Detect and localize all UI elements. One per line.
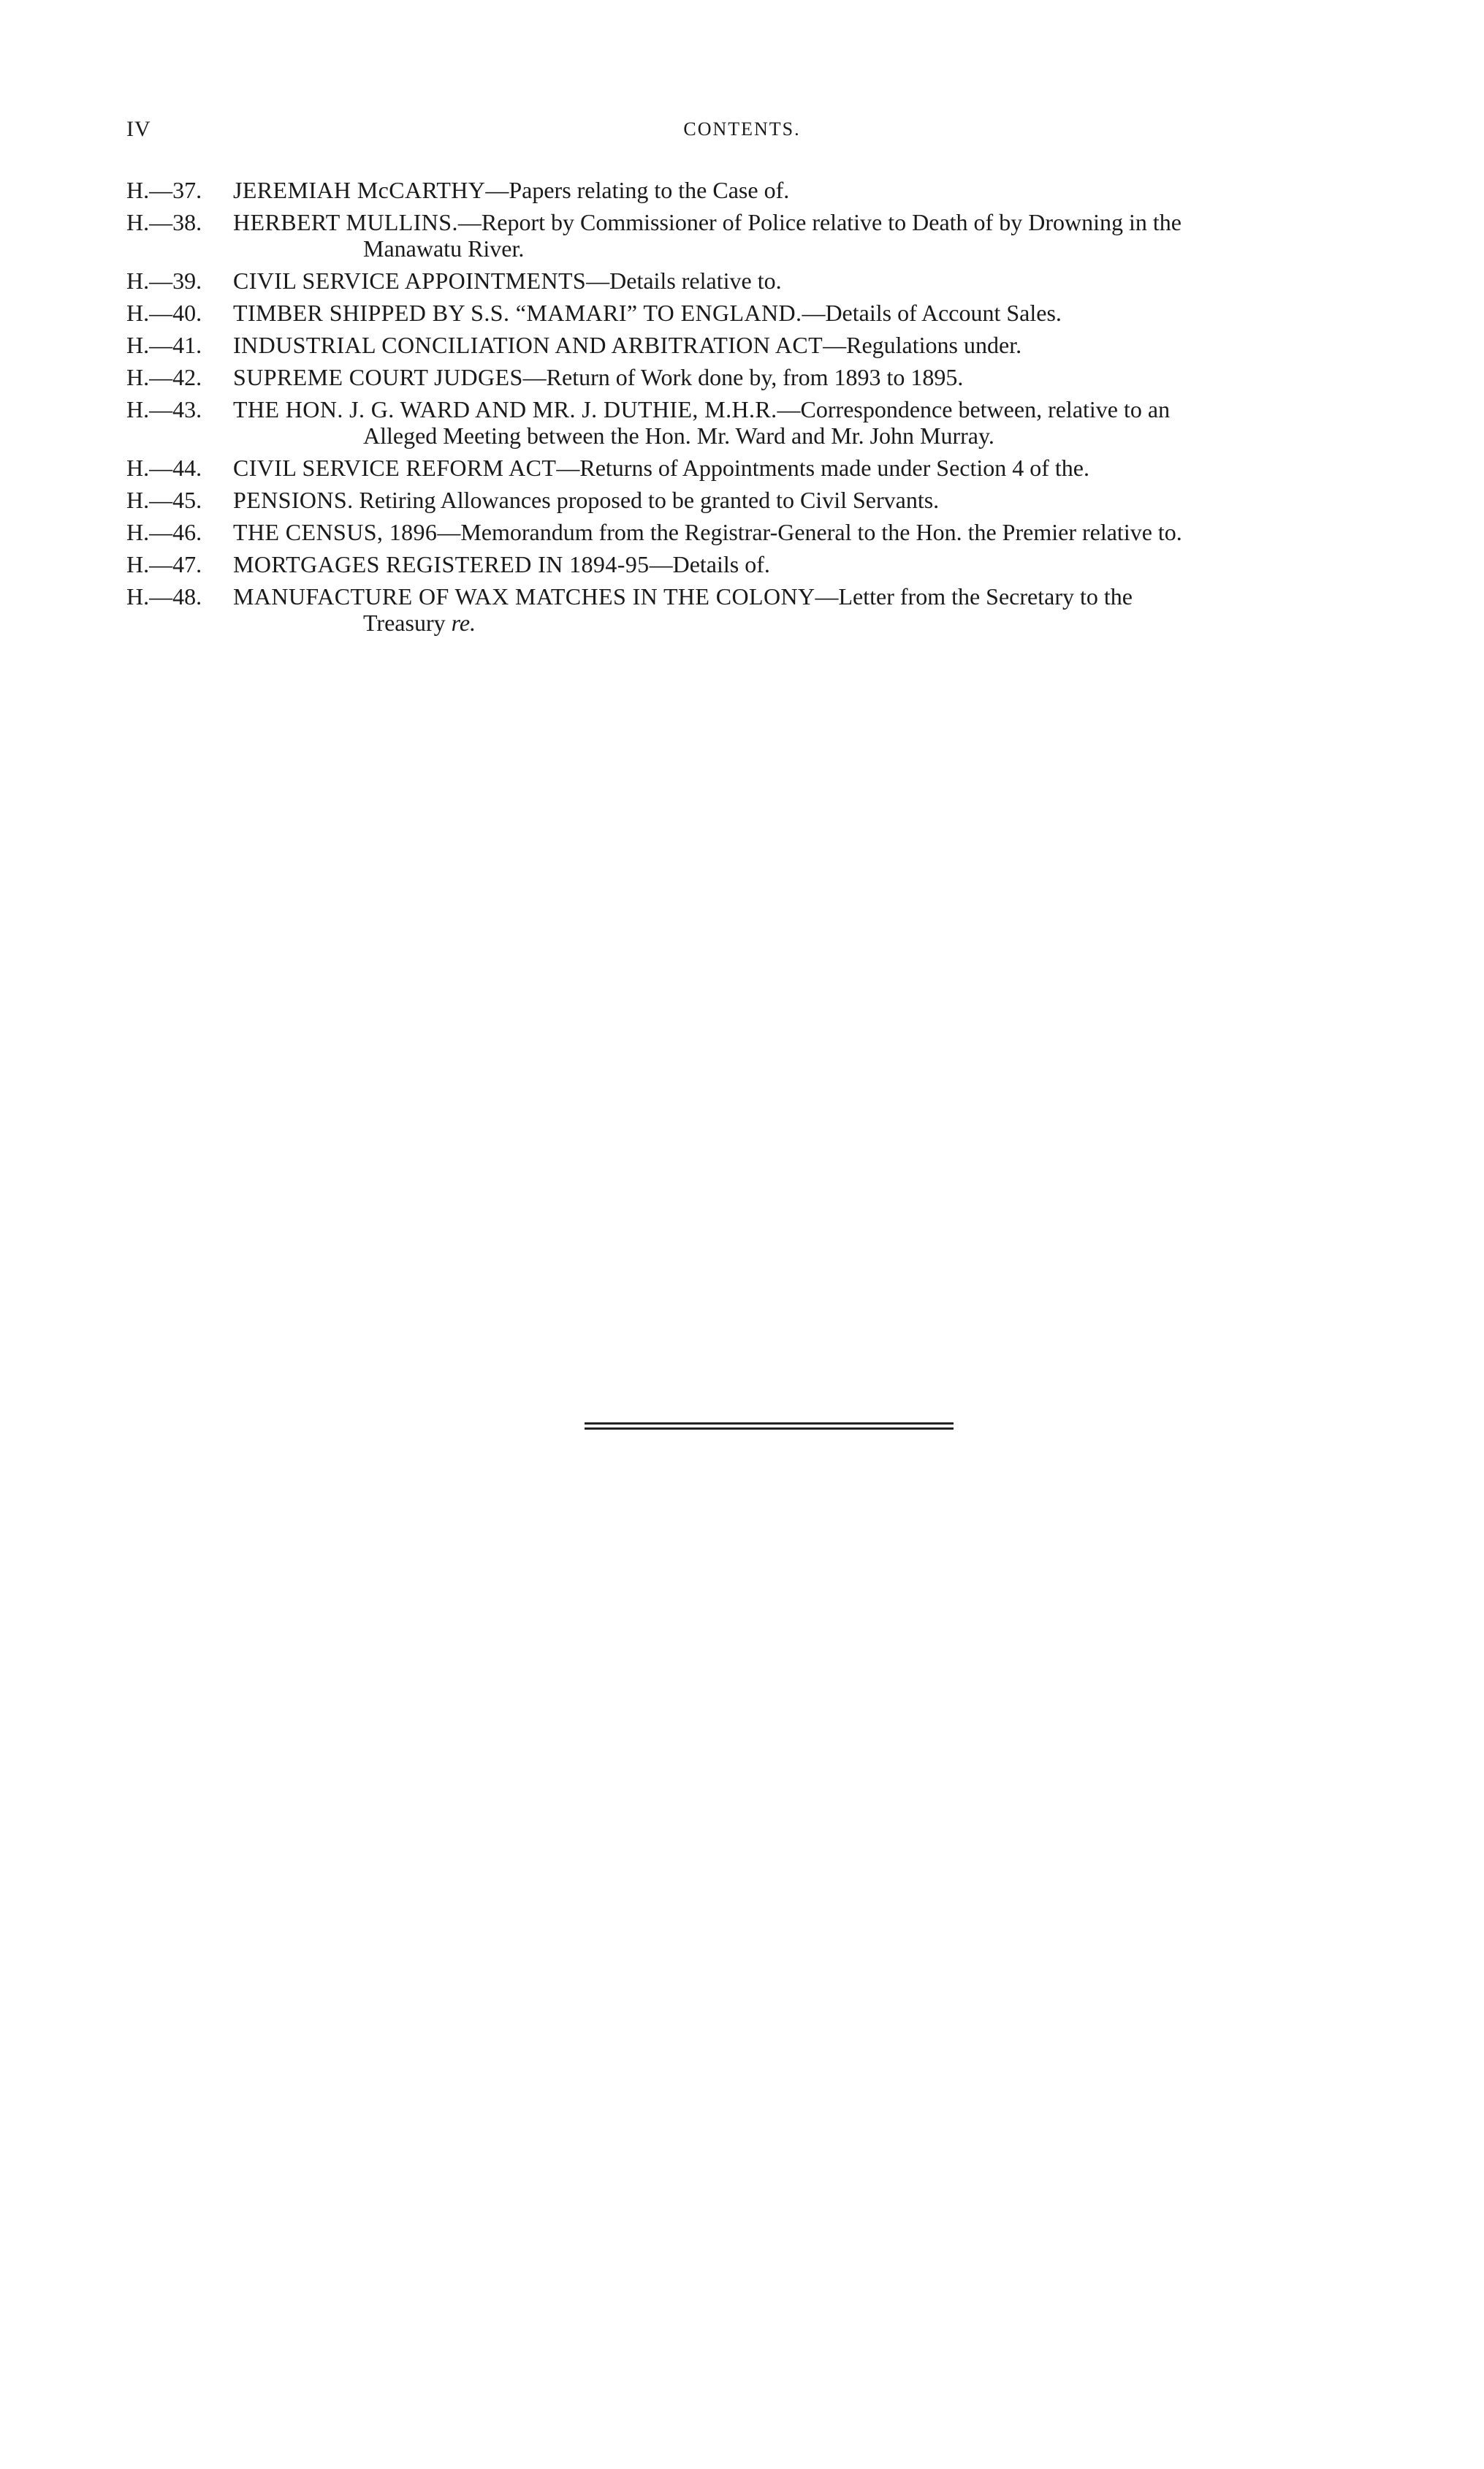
entry-number: H.—38.: [126, 209, 202, 235]
entry-description: —Details of Account Sales.: [802, 300, 1062, 326]
entry-description: —Details of.: [649, 551, 770, 577]
list-item: [126, 209, 1401, 262]
entry-number: H.—45.: [126, 487, 202, 513]
entry-subject: SUPREME COURT JUDGES: [233, 364, 523, 390]
entry-description: —Correspondence between, relative to an: [777, 396, 1171, 422]
entry-description: —Returns of Appointments made under Section 4 of the.: [556, 455, 1089, 481]
entry-continuation: Manawatu River.: [363, 235, 525, 262]
entry-number: H.—46.: [126, 519, 202, 545]
list-item: [126, 177, 1401, 203]
list-item: [126, 519, 1401, 545]
entry-description: —Memorandum from the Registrar-General to the Hon. the Premier relative to.: [437, 519, 1182, 545]
entry-description: —Return of Work done by, from 1893 to 1895.: [522, 364, 964, 390]
entry-subject: THE CENSUS, 1896: [233, 519, 438, 545]
entry-subject: HERBERT MULLINS.: [233, 209, 458, 235]
entry-number: H.—43.: [126, 396, 202, 422]
list-item: [126, 551, 1401, 577]
list-item: [126, 583, 1401, 636]
entry-number: H.—48.: [126, 583, 202, 610]
entry-description: —Letter from the Secretary to the: [815, 583, 1133, 610]
list-item: [126, 364, 1401, 390]
page-number: IV: [126, 117, 151, 141]
entry-number: H.—37.: [126, 177, 202, 203]
entry-continuation-italic: re.: [451, 610, 476, 636]
entry-number: H.—41.: [126, 332, 202, 358]
entry-description: —Papers relating to the Case of.: [485, 177, 790, 203]
list-item: [126, 300, 1401, 326]
entry-subject: MORTGAGES REGISTERED IN 1894-95: [233, 551, 650, 577]
section-divider: [585, 1422, 954, 1430]
entry-number: H.—40.: [126, 300, 202, 326]
entry-number: H.—42.: [126, 364, 202, 390]
entry-subject: THE HON. J. G. WARD AND MR. J. DUTHIE, M.H.R.: [233, 396, 777, 422]
contents-list: [126, 177, 1401, 642]
entry-continuation: Treasury: [363, 610, 446, 636]
entry-subject: PENSIONS.: [233, 487, 354, 513]
entry-subject: TIMBER SHIPPED BY S.S. “MAMARI” TO ENGLAND.: [233, 300, 802, 326]
entry-description: —Details relative to.: [586, 268, 782, 294]
list-item: [126, 396, 1401, 449]
entry-subject: CIVIL SERVICE APPOINTMENTS: [233, 268, 587, 294]
list-item: [126, 455, 1401, 481]
entry-subject: INDUSTRIAL CONCILIATION AND ARBITRATION ACT: [233, 332, 823, 358]
entry-subject: CIVIL SERVICE REFORM ACT: [233, 455, 557, 481]
entry-number: H.—47.: [126, 551, 202, 577]
list-item: [126, 268, 1401, 294]
entry-subject: MANUFACTURE OF WAX MATCHES IN THE COLONY: [233, 583, 815, 610]
page-title: CONTENTS.: [683, 118, 801, 140]
entry-continuation: Alleged Meeting between the Hon. Mr. Ward and Mr. John Murray.: [363, 422, 994, 449]
entry-description: Retiring Allowances proposed to be granted to Civil Servants.: [353, 487, 940, 513]
entry-number: H.—39.: [126, 268, 202, 294]
entry-number: H.—44.: [126, 455, 202, 481]
entry-description: —Regulations under.: [823, 332, 1022, 358]
entry-subject: JEREMIAH McCARTHY: [233, 177, 486, 203]
entry-description: —Report by Commissioner of Police relative to Death of by Drowning in the: [457, 209, 1182, 235]
list-item: [126, 332, 1401, 358]
list-item: [126, 487, 1401, 513]
